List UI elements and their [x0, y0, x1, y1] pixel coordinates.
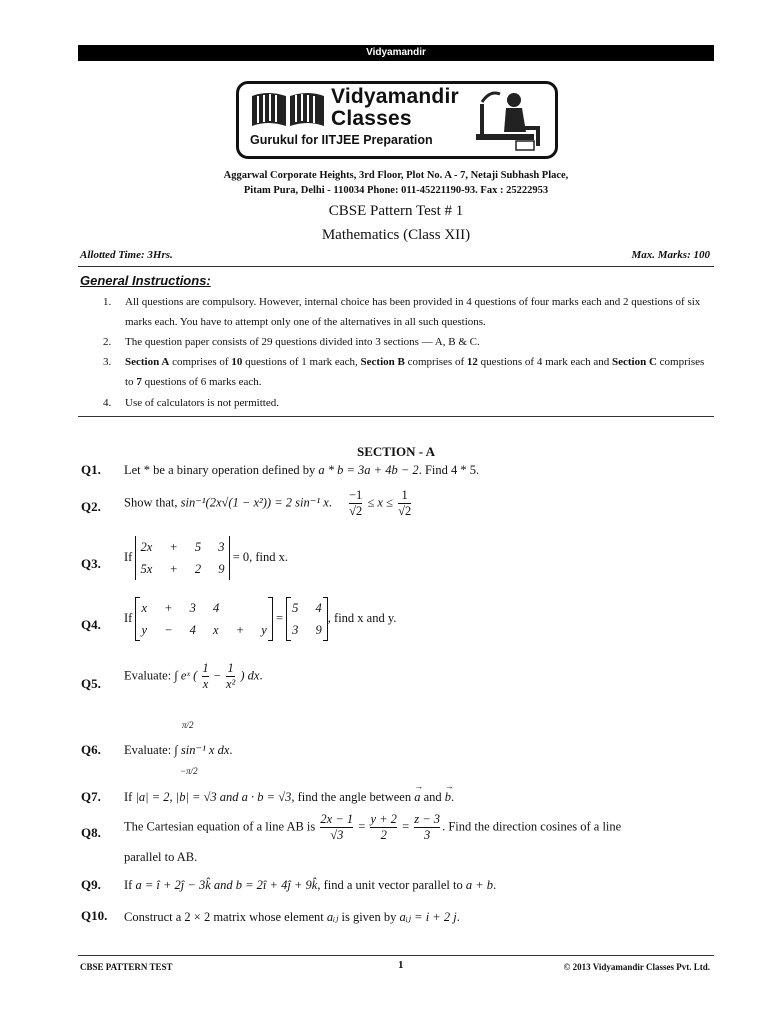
instruction-number: 3. — [103, 356, 112, 368]
divider — [78, 416, 714, 417]
integral-lower-limit: −π/2 — [180, 766, 198, 776]
question-text: Evaluate: ∫ sin⁻¹ x dx. — [124, 743, 233, 757]
instruction-text: All questions are compulsory. However, internal choice has been provided in 4 questions of four marks each and 2 questions of six marks each. You have to attempt only one of the alternatives in all such questions. — [125, 296, 701, 328]
question-number: Q5. — [81, 676, 101, 691]
student-desk-icon — [470, 86, 546, 152]
question-number: Q8. — [81, 825, 101, 840]
question-number: Q2. — [81, 499, 101, 514]
footer-copyright: © 2013 Vidyamandir Classes Pvt. Ltd. — [563, 962, 710, 972]
question-text: If x + 3 4 y − 4 x + y = 5 4 3 9 , find x and y. — [124, 597, 396, 641]
page-number: 1 — [398, 959, 404, 971]
question-text: Construct a 2 × 2 matrix whose element aᵢⱼ is given by aᵢⱼ = i + 2 j. — [124, 910, 460, 924]
instruction-number: 4. — [103, 397, 112, 409]
instruction-text: Use of calculators is not permitted. — [125, 397, 279, 409]
question-number: Q3. — [81, 556, 101, 571]
logo-name: Vidyamandir Classes — [331, 85, 459, 130]
instructions-heading: General Instructions: — [80, 273, 211, 288]
matrix-left: x + 3 4 y − 4 x + y — [135, 597, 272, 641]
open-book-icon — [248, 88, 328, 130]
integral-upper-limit: π/2 — [182, 720, 194, 730]
allotted-time: Allotted Time: 3Hrs. — [80, 249, 173, 261]
footer-left: CBSE PATTERN TEST — [80, 962, 173, 972]
question-number: Q1. — [81, 462, 101, 477]
question-text: If a = î + 2ĵ − 3k̂ and b = 2î + 4ĵ + 9k̂, find a unit vector parallel to a + b. — [124, 878, 497, 892]
header-bar: Vidyamandir — [78, 45, 714, 61]
divider — [78, 266, 714, 267]
question-text: Evaluate: ∫ eˣ ( $\frac{1}{x}$ − $\frac{1}{\text{x²}}$ ) dx. — [124, 661, 263, 691]
subject-title: Mathematics (Class XII) — [321, 227, 471, 243]
instruction-text: The question paper consists of 29 questions divided into 3 sections — A, B & C. — [125, 336, 480, 348]
instruction-number: 1. — [103, 296, 112, 308]
question-text: Show that, sin⁻¹(2x√(1 − x²)) = 2 sin⁻¹ x. $\frac{-1}{√2}$ ≤ x ≤ $\frac{1}{√2}$ — [124, 488, 412, 518]
question-text-continued: parallel to AB. — [124, 850, 198, 864]
question-number: Q9. — [81, 877, 101, 892]
logo-tagline: Gurukul for IITJEE Preparation — [250, 133, 433, 147]
test-title: CBSE Pattern Test # 1 — [328, 203, 464, 219]
section-heading: SECTION - A — [356, 444, 436, 459]
matrix-right: 5 4 3 9 — [286, 597, 328, 641]
max-marks: Max. Marks: 100 — [631, 249, 710, 261]
question-text: If |a| = 2, |b| = √3 and a · b = √3, find the angle between → a and → b. — [124, 790, 454, 805]
question-text: If 2x + 5 3 5x + 2 9 = 0, find x. — [124, 536, 288, 580]
question-number: Q4. — [81, 617, 101, 632]
instruction-number: 2. — [103, 336, 112, 348]
question-text: Let * be a binary operation defined by a * b = 3a + 4b − 2. Find 4 * 5. — [124, 463, 480, 477]
determinant: 2x + 5 3 5x + 2 9 — [135, 536, 229, 580]
question-number: Q7. — [81, 789, 101, 804]
question-number: Q10. — [81, 908, 108, 923]
question-text: The Cartesian equation of a line AB is $\frac{2x - 1}{√3}$ = $\frac{y + 2}{2}$ = $\frac{z - 3}{3}$ . Find the direction cosines of a line — [124, 812, 622, 842]
instruction-text: Section A comprises of 10 questions of 1 mark each, Section B comprises of 12 questions of 4 mark each and Section C comprises to 7 questions of 6 marks each. — [125, 356, 705, 388]
address-line-1: Aggarwal Corporate Heights, 3rd Floor, Plot No. A - 7, Netaji Subhash Place, — [223, 170, 569, 181]
address-line-2: Pitam Pura, Delhi - 110034 Phone: 011-45221190-93. Fax : 25222953 — [243, 185, 549, 196]
footer-divider — [78, 955, 714, 956]
question-number: Q6. — [81, 742, 101, 757]
